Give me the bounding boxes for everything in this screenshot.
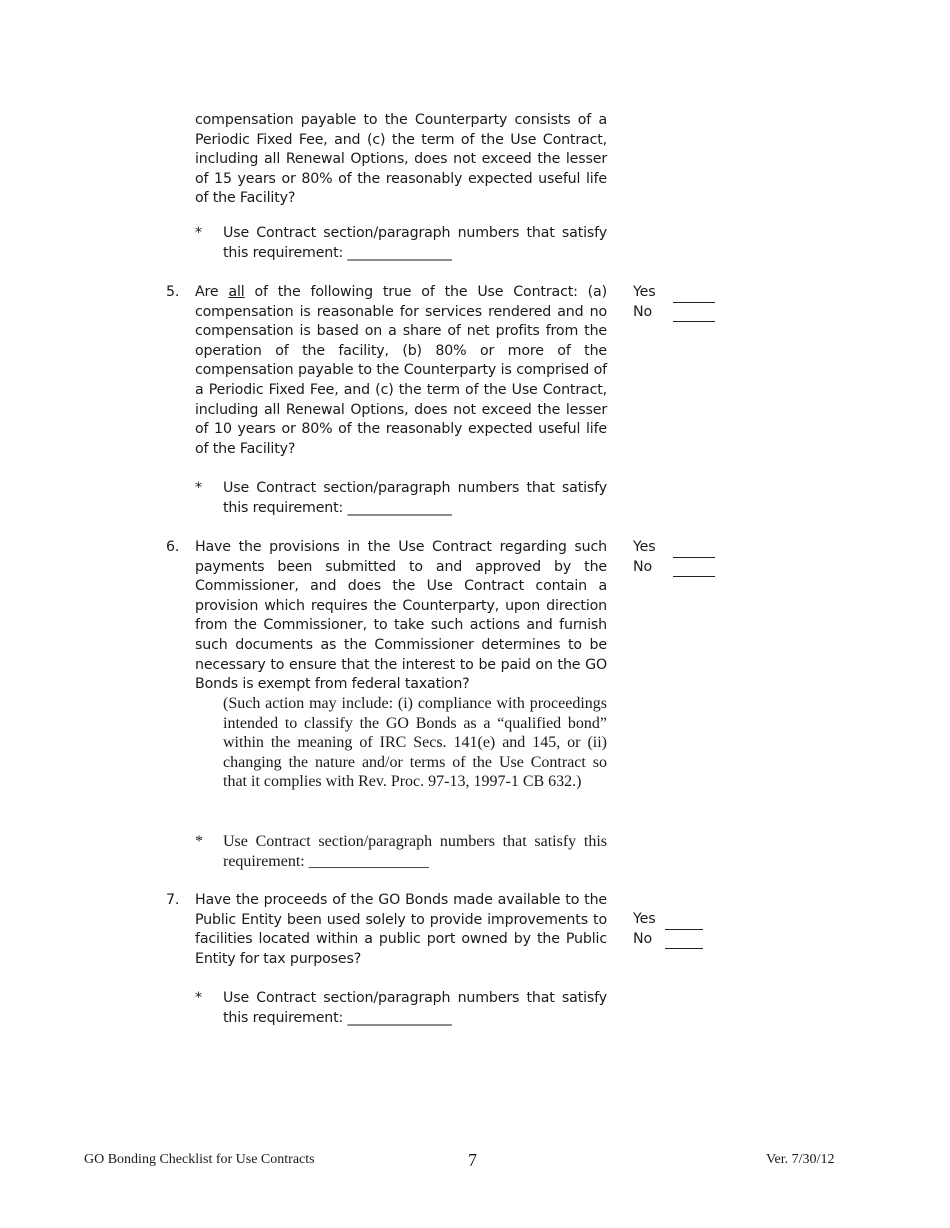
q5-number: 5. <box>166 284 180 300</box>
q7-yes-label: Yes <box>633 911 656 927</box>
q6-no-label: No <box>633 558 652 575</box>
q7-yes-blank[interactable] <box>665 915 703 930</box>
q4-note-text: Use Contract section/paragraph numbers that satisfy this requirement: _______________ <box>223 225 607 261</box>
footer-version: Ver. 7/30/12 <box>766 1152 835 1167</box>
q4-continuation-text: compensation payable to the Counterparty consists of a Periodic Fixed Fee, and (c) the term of the Use Contract, including all Renewal Options, does not exceed the lesser of 15 years or 80% of the reasonably expected useful life of the Facility? <box>195 112 607 207</box>
q4-note-bullet: * <box>195 225 202 241</box>
q7-yes-no <box>633 910 703 949</box>
q7-no-label: No <box>633 930 652 947</box>
q6-yes-no <box>633 538 715 577</box>
q6-note-text: Use Contract section/paragraph numbers that satisfy this requirement: _______________ <box>223 833 607 870</box>
q6-yes-blank[interactable] <box>673 543 715 558</box>
q7-note-text: Use Contract section/paragraph numbers that satisfy this requirement: _______________ <box>223 990 607 1026</box>
q5-note-bullet: * <box>195 480 202 496</box>
q5-text-pre: Are <box>195 284 229 300</box>
q5-yes-no <box>633 283 715 322</box>
footer-title: GO Bonding Checklist for Use Contracts <box>84 1152 315 1167</box>
q5-text-post: of the following true of the Use Contract: (a) compensation is reasonable for services rendered and no compensation is based on a share of net profits from the operation of the facility, (b) 80% or more of the compensation payable to the Counterparty is comprised of a Periodic Fixed Fee, and (c) the term of the Use Contract, including all Renewal Options, does not exceed the lesser of 10 years or 80% of the reasonably expected useful life of the Facility? <box>195 284 607 457</box>
q5-yes-blank[interactable] <box>673 288 715 303</box>
q7-question-text: Have the proceeds of the GO Bonds made available to the Public Entity been used solely to provide improvements to facilities located within a public port owned by the Public Entity for tax purposes? <box>195 892 607 967</box>
q5-yes-label: Yes <box>633 284 656 300</box>
q6-question-text: Have the provisions in the Use Contract regarding such payments been submitted to and approved by the Commissioner, and does the Use Contract contain a provision which requires the Counterparty, upon direction from the Commissioner, to take such actions and furnish such documents as the Commissioner determines to be necessary to ensure that the interest to be paid on the GO Bonds is exempt from federal taxation? <box>195 539 607 693</box>
q6-no-blank[interactable] <box>673 562 715 577</box>
q5-no-label: No <box>633 303 652 320</box>
q5-text-underlined: all <box>228 284 245 300</box>
q7-number: 7. <box>166 892 180 908</box>
q5-question-text <box>195 283 607 459</box>
q7-note-bullet: * <box>195 990 202 1006</box>
q5-no-blank[interactable] <box>673 307 715 322</box>
page-number: 7 <box>468 1150 477 1170</box>
q6-number: 6. <box>166 539 180 555</box>
q6-note-bullet: * <box>195 833 203 850</box>
q5-note-text: Use Contract section/paragraph numbers that satisfy this requirement: _______________ <box>223 480 607 516</box>
q7-no-blank[interactable] <box>665 934 703 949</box>
q6-yes-label: Yes <box>633 539 656 555</box>
q6-subtext: (Such action may include: (i) compliance with proceedings intended to classify the GO Bonds as a “qualified bond” within the meaning of IRC Secs. 141(e) and 145, or (ii) changing the nature and/or terms of the Use Contract so that it complies with Rev. Proc. 97-13, 1997-1 CB 632.) <box>223 695 607 791</box>
